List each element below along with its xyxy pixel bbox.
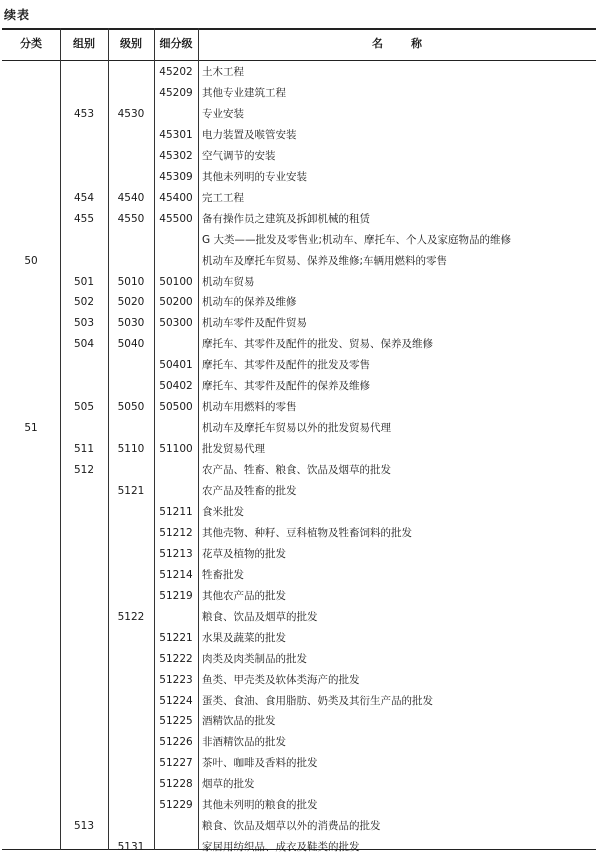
cell-xifenji bbox=[154, 418, 198, 439]
cell-fenlei bbox=[2, 146, 60, 167]
cell-xifenji: 51222 bbox=[159, 652, 193, 665]
cell-zubie: 512 bbox=[73, 464, 95, 477]
cell-fenlei bbox=[2, 774, 60, 795]
table-row bbox=[2, 251, 596, 272]
table-row bbox=[2, 795, 596, 816]
cell-zubie: 505 bbox=[73, 401, 95, 414]
cell-zubie bbox=[60, 544, 108, 565]
cell-name: 摩托车、其零件及配件的保养及维修 bbox=[202, 380, 370, 393]
cell-fenlei bbox=[2, 397, 60, 418]
cell-name: 空气调节的安装 bbox=[202, 149, 276, 162]
table-row bbox=[2, 732, 596, 753]
table-row bbox=[2, 272, 596, 293]
cell-jibie bbox=[108, 628, 154, 649]
cell-name: 其他未列明的粮食的批发 bbox=[202, 799, 318, 812]
cell-fenlei bbox=[2, 188, 60, 209]
table-row bbox=[2, 628, 596, 649]
cell-xifenji: 51100 bbox=[159, 443, 193, 456]
cell-fenlei bbox=[2, 628, 60, 649]
cell-name: G 大类——批发及零售业;机动车、摩托车、个人及家庭物品的维修 bbox=[202, 233, 512, 246]
cell-xifenji: 50200 bbox=[159, 296, 193, 309]
cell-name: 土木工程 bbox=[202, 66, 244, 78]
cell-name: 农产品及牲畜的批发 bbox=[202, 485, 297, 497]
cell-zubie: 501 bbox=[73, 275, 95, 288]
cell-zubie bbox=[60, 125, 108, 146]
cell-fenlei bbox=[2, 230, 60, 251]
cell-xifenji: 51219 bbox=[159, 589, 193, 602]
cell-fenlei bbox=[2, 104, 60, 125]
cell-name: 粮食、饮品及烟草的批发 bbox=[202, 610, 318, 623]
header-rule bbox=[2, 60, 596, 61]
cell-jibie: 5131 bbox=[117, 841, 145, 854]
cell-fenlei bbox=[2, 565, 60, 586]
table-row bbox=[2, 104, 596, 125]
cell-jibie bbox=[108, 418, 154, 439]
cell-name: 电力装置及喉管安装 bbox=[202, 128, 297, 141]
cell-fenlei bbox=[2, 795, 60, 816]
cell-jibie bbox=[108, 544, 154, 565]
cell-xifenji: 50300 bbox=[159, 317, 193, 330]
cell-zubie: 502 bbox=[73, 296, 95, 309]
cell-xifenji: 50402 bbox=[159, 380, 193, 393]
cell-xifenji: 51227 bbox=[159, 757, 193, 770]
cell-xifenji bbox=[154, 607, 198, 628]
cell-jibie bbox=[108, 691, 154, 712]
cell-zubie bbox=[60, 795, 108, 816]
cell-fenlei bbox=[2, 334, 60, 355]
cell-xifenji bbox=[154, 230, 198, 251]
cell-fenlei bbox=[2, 209, 60, 230]
cell-xifenji bbox=[154, 104, 198, 125]
cell-xifenji: 45301 bbox=[159, 128, 193, 141]
header-jibie: 级别 bbox=[120, 37, 142, 50]
cell-xifenji: 45500 bbox=[159, 212, 193, 225]
cell-jibie bbox=[108, 816, 154, 837]
cell-fenlei bbox=[2, 167, 60, 188]
cell-name: 专业安装 bbox=[202, 107, 244, 120]
cell-fenlei bbox=[2, 83, 60, 104]
cell-zubie bbox=[60, 649, 108, 670]
cell-zubie bbox=[60, 586, 108, 607]
cell-fenlei bbox=[2, 292, 60, 313]
cell-fenlei bbox=[2, 837, 60, 858]
cell-xifenji: 51221 bbox=[159, 631, 193, 644]
cell-fenlei bbox=[2, 125, 60, 146]
table-row bbox=[2, 586, 596, 607]
classification-table bbox=[2, 28, 596, 854]
table-row bbox=[2, 209, 596, 230]
cell-jibie: 5110 bbox=[117, 443, 145, 456]
cell-zubie: 504 bbox=[73, 338, 95, 351]
cell-xifenji: 45209 bbox=[159, 87, 193, 99]
cell-fenlei bbox=[2, 649, 60, 670]
cell-name: 其他壳物、种籽、豆科植物及牲畜饲料的批发 bbox=[202, 526, 412, 539]
cell-zubie: 511 bbox=[73, 443, 95, 456]
cell-jibie: 5030 bbox=[117, 317, 145, 330]
cell-zubie bbox=[60, 167, 108, 188]
table-row bbox=[2, 774, 596, 795]
cell-jibie: 5040 bbox=[117, 338, 145, 351]
cell-xifenji bbox=[154, 837, 198, 858]
cell-jibie: 5122 bbox=[117, 610, 145, 623]
cell-zubie bbox=[60, 774, 108, 795]
cell-jibie bbox=[108, 376, 154, 397]
cell-fenlei bbox=[2, 670, 60, 691]
cell-name: 机动车及摩托车贸易、保养及维修;车辆用燃料的零售 bbox=[202, 254, 448, 267]
table-row bbox=[2, 837, 596, 858]
cell-jibie bbox=[108, 125, 154, 146]
table-row bbox=[2, 334, 596, 355]
cell-xifenji: 45202 bbox=[159, 66, 193, 78]
cell-name: 其他专业建筑工程 bbox=[202, 87, 286, 99]
table-row bbox=[2, 83, 596, 104]
cell-zubie bbox=[60, 62, 108, 83]
table-row bbox=[2, 481, 596, 502]
continued-label: 续表 bbox=[4, 8, 31, 22]
cell-xifenji bbox=[154, 460, 198, 481]
cell-jibie: 5050 bbox=[117, 401, 145, 414]
header-xifenji: 细分级 bbox=[159, 37, 193, 50]
table-row bbox=[2, 439, 596, 460]
cell-xifenji bbox=[154, 816, 198, 837]
cell-xifenji: 45400 bbox=[159, 191, 193, 204]
cell-zubie: 513 bbox=[73, 820, 95, 833]
cell-name: 鱼类、甲壳类及软体类海产的批发 bbox=[202, 673, 360, 686]
cell-name: 家居用纺织品、成衣及鞋类的批发 bbox=[202, 841, 360, 854]
table-row bbox=[2, 355, 596, 376]
cell-zubie bbox=[60, 753, 108, 774]
cell-fenlei bbox=[2, 460, 60, 481]
cell-xifenji: 45302 bbox=[159, 149, 193, 162]
cell-zubie bbox=[60, 523, 108, 544]
cell-jibie: 4540 bbox=[117, 191, 145, 204]
cell-zubie bbox=[60, 251, 108, 272]
cell-fenlei: 50 bbox=[24, 254, 38, 267]
table-row bbox=[2, 607, 596, 628]
cell-fenlei bbox=[2, 313, 60, 334]
cell-xifenji bbox=[154, 251, 198, 272]
cell-name: 水果及蔬菜的批发 bbox=[202, 631, 286, 644]
cell-name: 摩托车、其零件及配件的批发、贸易、保养及维修 bbox=[202, 338, 433, 351]
cell-xifenji bbox=[154, 481, 198, 502]
cell-xifenji: 51224 bbox=[159, 694, 193, 707]
table-row bbox=[2, 460, 596, 481]
cell-jibie: 4550 bbox=[117, 212, 145, 225]
cell-jibie bbox=[108, 502, 154, 523]
cell-xifenji: 51212 bbox=[159, 526, 193, 539]
table-row bbox=[2, 691, 596, 712]
cell-name: 肉类及肉类制品的批发 bbox=[202, 652, 307, 665]
cell-jibie bbox=[108, 251, 154, 272]
cell-name: 食米批发 bbox=[202, 505, 244, 518]
cell-jibie bbox=[108, 753, 154, 774]
table-row bbox=[2, 565, 596, 586]
table-row bbox=[2, 146, 596, 167]
header-zubie: 组别 bbox=[73, 37, 95, 50]
cell-name: 机动车零件及配件贸易 bbox=[202, 317, 307, 330]
cell-fenlei bbox=[2, 607, 60, 628]
cell-fenlei bbox=[2, 376, 60, 397]
cell-jibie: 4530 bbox=[117, 107, 145, 120]
cell-jibie bbox=[108, 670, 154, 691]
cell-xifenji: 50401 bbox=[159, 359, 193, 372]
table-row bbox=[2, 376, 596, 397]
cell-zubie bbox=[60, 691, 108, 712]
cell-jibie: 5010 bbox=[117, 275, 145, 288]
cell-zubie bbox=[60, 565, 108, 586]
cell-name: 机动车用燃料的零售 bbox=[202, 401, 297, 414]
cell-jibie bbox=[108, 62, 154, 83]
table-row bbox=[2, 397, 596, 418]
table-row bbox=[2, 292, 596, 313]
cell-fenlei bbox=[2, 691, 60, 712]
cell-zubie bbox=[60, 83, 108, 104]
cell-jibie bbox=[108, 83, 154, 104]
cell-zubie: 503 bbox=[73, 317, 95, 330]
cell-name: 花草及植物的批发 bbox=[202, 547, 286, 560]
cell-jibie bbox=[108, 649, 154, 670]
cell-zubie bbox=[60, 670, 108, 691]
cell-name: 机动车贸易 bbox=[202, 275, 255, 288]
cell-jibie bbox=[108, 732, 154, 753]
cell-zubie bbox=[60, 837, 108, 858]
cell-jibie bbox=[108, 230, 154, 251]
cell-jibie bbox=[108, 146, 154, 167]
cell-name: 批发贸易代理 bbox=[202, 443, 265, 456]
cell-fenlei: 51 bbox=[24, 422, 38, 435]
table-row bbox=[2, 670, 596, 691]
cell-fenlei bbox=[2, 272, 60, 293]
table-row bbox=[2, 230, 596, 251]
cell-name: 其他农产品的批发 bbox=[202, 589, 286, 602]
cell-name: 机动车的保养及维修 bbox=[202, 296, 297, 309]
table-row bbox=[2, 125, 596, 146]
cell-fenlei bbox=[2, 711, 60, 732]
table-row bbox=[2, 711, 596, 732]
cell-name: 机动车及摩托车贸易以外的批发贸易代理 bbox=[202, 422, 391, 435]
cell-name: 烟草的批发 bbox=[202, 778, 255, 791]
table-row bbox=[2, 62, 596, 83]
cell-jibie bbox=[108, 167, 154, 188]
cell-zubie bbox=[60, 146, 108, 167]
cell-name: 摩托车、其零件及配件的批发及零售 bbox=[202, 359, 370, 372]
cell-name: 农产品、牲畜、粮食、饮品及烟草的批发 bbox=[202, 464, 391, 477]
cell-zubie bbox=[60, 376, 108, 397]
table-row bbox=[2, 816, 596, 837]
cell-fenlei bbox=[2, 502, 60, 523]
cell-jibie: 5020 bbox=[117, 296, 145, 309]
cell-jibie bbox=[108, 565, 154, 586]
cell-fenlei bbox=[2, 62, 60, 83]
cell-fenlei bbox=[2, 481, 60, 502]
cell-xifenji: 51226 bbox=[159, 736, 193, 749]
cell-fenlei bbox=[2, 355, 60, 376]
cell-jibie bbox=[108, 460, 154, 481]
cell-jibie bbox=[108, 355, 154, 376]
cell-jibie bbox=[108, 523, 154, 544]
cell-zubie bbox=[60, 732, 108, 753]
table-row bbox=[2, 502, 596, 523]
cell-xifenji: 51229 bbox=[159, 799, 193, 812]
table-row bbox=[2, 523, 596, 544]
table-row bbox=[2, 418, 596, 439]
cell-name: 酒精饮品的批发 bbox=[202, 715, 276, 728]
cell-zubie: 455 bbox=[73, 212, 95, 225]
cell-name: 蛋类、食油、食用脂肪、奶类及其衍生产品的批发 bbox=[202, 694, 433, 707]
cell-xifenji: 51228 bbox=[159, 778, 193, 791]
cell-zubie bbox=[60, 628, 108, 649]
cell-xifenji: 50500 bbox=[159, 401, 193, 414]
table-row bbox=[2, 649, 596, 670]
cell-name: 牲畜批发 bbox=[202, 568, 244, 581]
cell-name: 非酒精饮品的批发 bbox=[202, 736, 286, 749]
cell-zubie bbox=[60, 230, 108, 251]
cell-fenlei bbox=[2, 523, 60, 544]
cell-jibie bbox=[108, 711, 154, 732]
cell-xifenji: 45309 bbox=[159, 170, 193, 183]
cell-zubie: 454 bbox=[73, 191, 95, 204]
cell-zubie bbox=[60, 355, 108, 376]
cell-fenlei bbox=[2, 753, 60, 774]
cell-zubie: 453 bbox=[73, 107, 95, 120]
cell-jibie bbox=[108, 774, 154, 795]
cell-name: 备有操作员之建筑及拆卸机械的租赁 bbox=[202, 212, 370, 225]
cell-name: 其他未列明的专业安装 bbox=[202, 170, 307, 183]
cell-fenlei bbox=[2, 544, 60, 565]
cell-name: 完工工程 bbox=[202, 191, 244, 204]
cell-fenlei bbox=[2, 732, 60, 753]
cell-zubie bbox=[60, 418, 108, 439]
header-fenlei: 分类 bbox=[20, 37, 42, 50]
cell-jibie bbox=[108, 586, 154, 607]
cell-jibie: 5121 bbox=[117, 485, 145, 497]
cell-fenlei bbox=[2, 586, 60, 607]
cell-xifenji bbox=[154, 334, 198, 355]
cell-name: 茶叶、咖啡及香料的批发 bbox=[202, 757, 318, 770]
cell-zubie bbox=[60, 502, 108, 523]
cell-xifenji: 51214 bbox=[159, 568, 193, 581]
table-row bbox=[2, 753, 596, 774]
cell-xifenji: 51211 bbox=[159, 505, 193, 518]
cell-name: 粮食、饮品及烟草以外的消费品的批发 bbox=[202, 820, 381, 833]
cell-zubie bbox=[60, 607, 108, 628]
cell-fenlei bbox=[2, 816, 60, 837]
cell-zubie bbox=[60, 711, 108, 732]
cell-jibie bbox=[108, 795, 154, 816]
cell-xifenji: 50100 bbox=[159, 275, 193, 288]
table-row bbox=[2, 544, 596, 565]
cell-fenlei bbox=[2, 439, 60, 460]
cell-zubie bbox=[60, 481, 108, 502]
cell-xifenji: 51223 bbox=[159, 673, 193, 686]
table-row bbox=[2, 167, 596, 188]
header-mingcheng: 名称 bbox=[372, 37, 450, 50]
cell-xifenji: 51225 bbox=[159, 715, 193, 728]
table-row bbox=[2, 188, 596, 209]
table-row bbox=[2, 313, 596, 334]
cell-xifenji: 51213 bbox=[159, 547, 193, 560]
